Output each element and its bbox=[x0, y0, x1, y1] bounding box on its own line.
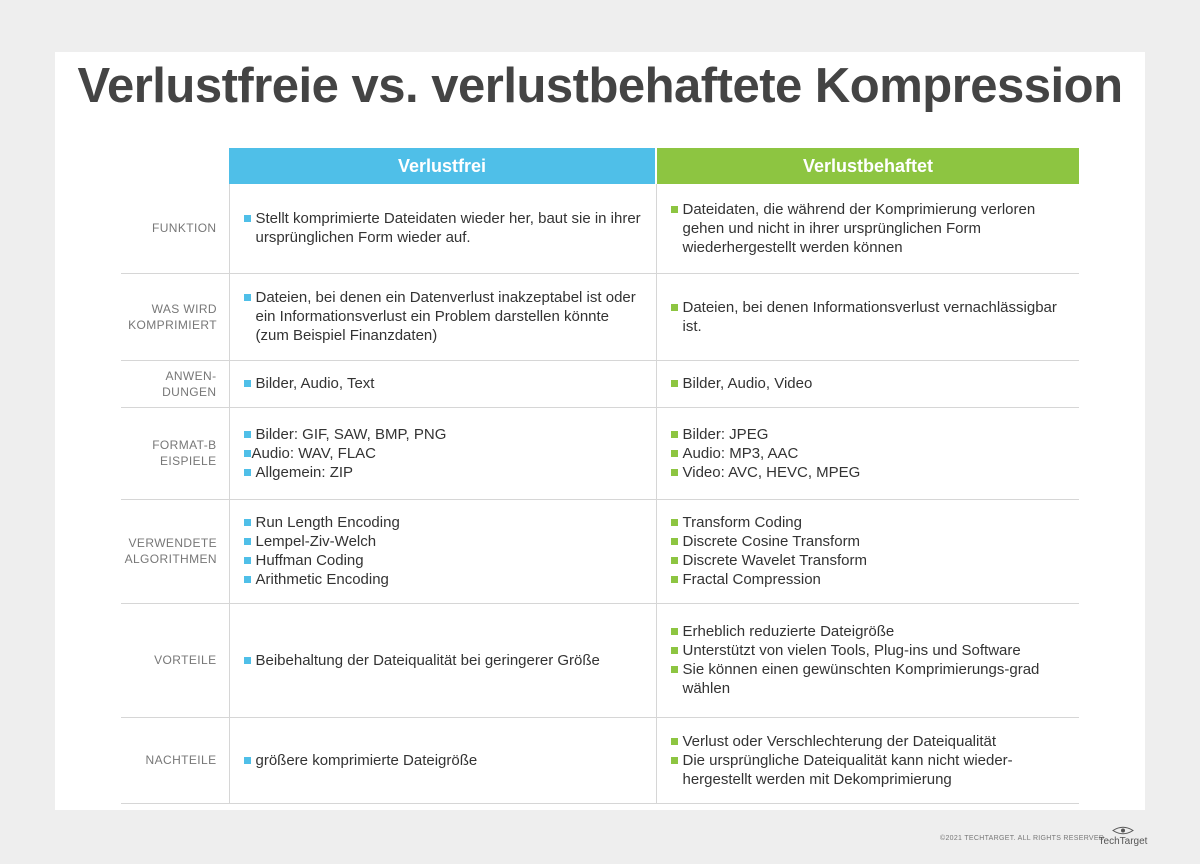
item-text: Dateidaten, die während der Komprimierung verloren gehen und nicht in ihrer ursprünglichen Form wiederhergestellt werden können bbox=[682, 200, 1036, 256]
bullet-square-icon bbox=[244, 380, 251, 387]
item-text: Discrete Cosine Transform bbox=[682, 533, 861, 550]
column-header-lossy: Verlustbehaftet bbox=[656, 148, 1079, 184]
item-text: Allgemein: ZIP bbox=[255, 463, 354, 481]
table-row bbox=[121, 184, 1079, 273]
bullet-square-icon bbox=[244, 431, 251, 438]
bullet-list bbox=[671, 513, 1066, 589]
bullet-square-icon bbox=[671, 538, 678, 545]
row-label: NACHTEILE bbox=[121, 717, 229, 803]
bullet-square-icon bbox=[671, 738, 678, 745]
list-item bbox=[244, 463, 642, 482]
item-text: Bilder: GIF, SAW, BMP, PNG bbox=[255, 425, 447, 443]
header-corner bbox=[121, 148, 229, 184]
cell-lossless bbox=[229, 717, 656, 803]
list-item bbox=[244, 374, 642, 393]
list-item bbox=[671, 444, 1066, 463]
list-item bbox=[244, 751, 642, 770]
bullet-square-icon bbox=[671, 647, 678, 654]
list-item bbox=[671, 751, 1066, 789]
list-item bbox=[244, 513, 642, 532]
list-item bbox=[244, 551, 642, 570]
bullet-list bbox=[671, 622, 1066, 698]
list-item bbox=[244, 425, 642, 444]
cell-lossy bbox=[656, 499, 1079, 603]
bullet-square-icon bbox=[671, 666, 678, 673]
list-item bbox=[671, 622, 1066, 641]
list-item bbox=[244, 651, 642, 670]
cell-lossless bbox=[229, 499, 656, 603]
bullet-list bbox=[244, 651, 642, 670]
list-item bbox=[244, 288, 642, 345]
item-text: Beibehaltung der Dateiqualität bei geringerer Größe bbox=[255, 651, 600, 669]
cell-lossy bbox=[656, 184, 1079, 273]
item-text: Video: AVC, HEVC, MPEG bbox=[682, 463, 861, 481]
row-label: FUNKTION bbox=[121, 184, 229, 273]
bullet-square-icon bbox=[244, 757, 251, 764]
cell-lossless bbox=[229, 184, 656, 273]
item-text: Fractal Compression bbox=[682, 571, 821, 588]
list-item bbox=[671, 551, 1066, 570]
bullet-square-icon bbox=[671, 380, 678, 387]
bullet-list bbox=[671, 374, 1066, 393]
header-row bbox=[121, 148, 1079, 184]
bullet-square-icon bbox=[244, 657, 251, 664]
item-text: Huffman Coding bbox=[255, 552, 364, 569]
bullet-square-icon bbox=[244, 294, 251, 301]
item-text: Bilder, Audio, Video bbox=[682, 375, 813, 392]
list-item bbox=[671, 732, 1066, 751]
bullet-list bbox=[671, 200, 1066, 257]
comparison-table bbox=[121, 148, 1079, 804]
bullet-square-icon bbox=[244, 469, 251, 476]
bullet-square-icon bbox=[244, 215, 251, 222]
bullet-square-icon bbox=[244, 450, 251, 457]
item-text: Audio: WAV, FLAC bbox=[251, 444, 376, 462]
item-text: Lempel-Ziv-Welch bbox=[255, 533, 377, 550]
item-text: Run Length Encoding bbox=[255, 514, 400, 531]
list-item bbox=[671, 641, 1066, 660]
bullet-list bbox=[244, 751, 642, 770]
cell-lossy bbox=[656, 407, 1079, 499]
row-label-text: FORMAT-BEISPIELE bbox=[152, 438, 217, 468]
table-row bbox=[121, 603, 1079, 717]
item-text: Verlust oder Verschlechterung der Dateiqualität bbox=[682, 732, 997, 750]
bullet-list bbox=[671, 298, 1066, 336]
list-item bbox=[671, 425, 1066, 444]
row-label bbox=[121, 360, 229, 407]
list-item bbox=[671, 200, 1066, 257]
bullet-square-icon bbox=[671, 450, 678, 457]
table-row bbox=[121, 499, 1079, 603]
row-label-text: ANWEN-DUNGEN bbox=[162, 368, 217, 399]
cell-lossy bbox=[656, 360, 1079, 407]
item-text: Erheblich reduzierte Dateigröße bbox=[682, 623, 895, 640]
list-item bbox=[671, 570, 1066, 589]
bullet-square-icon bbox=[244, 538, 251, 545]
table-row bbox=[121, 717, 1079, 803]
list-item bbox=[244, 532, 642, 551]
item-text: Dateien, bei denen ein Datenverlust inakzeptabel ist oder ein Informationsverlust ein Problem darstellen könnte (zum Beispiel Finanzdaten) bbox=[255, 289, 636, 344]
eye-logo-icon bbox=[1112, 826, 1134, 835]
bullet-list bbox=[244, 374, 642, 393]
cell-lossy bbox=[656, 717, 1079, 803]
bullet-list bbox=[244, 209, 642, 247]
bullet-square-icon bbox=[671, 576, 678, 583]
list-item bbox=[244, 570, 642, 589]
cell-lossless bbox=[229, 407, 656, 499]
item-text: Discrete Wavelet Transform bbox=[682, 552, 867, 569]
list-item bbox=[244, 209, 642, 247]
bullet-list bbox=[244, 425, 642, 482]
bullet-square-icon bbox=[671, 304, 678, 311]
row-label-text: VERWENDETE ALGORITHMEN bbox=[124, 536, 217, 566]
item-text: Arithmetic Encoding bbox=[255, 571, 389, 588]
list-item bbox=[671, 298, 1066, 336]
item-text: Transform Coding bbox=[682, 514, 802, 531]
row-label bbox=[121, 499, 229, 603]
list-item bbox=[671, 513, 1066, 532]
table-row bbox=[121, 273, 1079, 360]
cell-lossy bbox=[656, 273, 1079, 360]
list-item bbox=[244, 444, 642, 463]
table-row bbox=[121, 360, 1079, 407]
brand-name: TechTarget bbox=[1098, 836, 1148, 847]
bullet-list bbox=[671, 425, 1066, 482]
item-text: Bilder: JPEG bbox=[682, 425, 769, 443]
table-row bbox=[121, 407, 1079, 499]
bullet-square-icon bbox=[671, 431, 678, 438]
bullet-square-icon bbox=[671, 757, 678, 764]
item-text: Unterstützt von vielen Tools, Plug-ins und Software bbox=[682, 642, 1021, 659]
row-label-text: WAS WIRD KOMPRIMIERT bbox=[128, 301, 217, 332]
bullet-square-icon bbox=[671, 557, 678, 564]
cell-lossless bbox=[229, 360, 656, 407]
bullet-square-icon bbox=[244, 576, 251, 583]
copyright-notice: ©2021 TECHTARGET. ALL RIGHTS RESERVED bbox=[940, 835, 1105, 842]
row-label: VORTEILE bbox=[121, 603, 229, 717]
brand-logo bbox=[1098, 826, 1148, 847]
bullet-list bbox=[671, 732, 1066, 789]
bullet-square-icon bbox=[671, 628, 678, 635]
cell-lossy bbox=[656, 603, 1079, 717]
bullet-square-icon bbox=[671, 519, 678, 526]
list-item bbox=[671, 463, 1066, 482]
bullet-square-icon bbox=[671, 469, 678, 476]
bullet-square-icon bbox=[244, 519, 251, 526]
item-text: Audio: MP3, AAC bbox=[682, 444, 799, 462]
bullet-square-icon bbox=[244, 557, 251, 564]
list-item bbox=[671, 374, 1066, 393]
page-title: Verlustfreie vs. verlustbehaftete Kompression bbox=[77, 59, 1123, 113]
item-text: Bilder, Audio, Text bbox=[255, 375, 375, 392]
item-text: Dateien, bei denen Informationsverlust vernachlässigbar ist. bbox=[682, 298, 1057, 335]
list-item bbox=[671, 532, 1066, 551]
bullet-list bbox=[244, 513, 642, 589]
list-item bbox=[671, 660, 1066, 698]
row-label bbox=[121, 407, 229, 499]
item-text: größere komprimierte Dateigröße bbox=[255, 751, 478, 769]
row-label bbox=[121, 273, 229, 360]
bullet-square-icon bbox=[671, 206, 678, 213]
cell-lossless bbox=[229, 273, 656, 360]
bullet-list bbox=[244, 288, 642, 345]
item-text: Die ursprüngliche Dateiqualität kann nicht wieder-hergestellt werden mit Dekomprimierung bbox=[682, 751, 1013, 788]
item-text: Sie können einen gewünschten Komprimierungs-grad wählen bbox=[682, 661, 1040, 697]
item-text: Stellt komprimierte Dateidaten wieder her, baut sie in ihrer ursprünglichen Form wieder auf. bbox=[255, 210, 641, 247]
column-header-lossless: Verlustfrei bbox=[229, 148, 656, 184]
cell-lossless bbox=[229, 603, 656, 717]
